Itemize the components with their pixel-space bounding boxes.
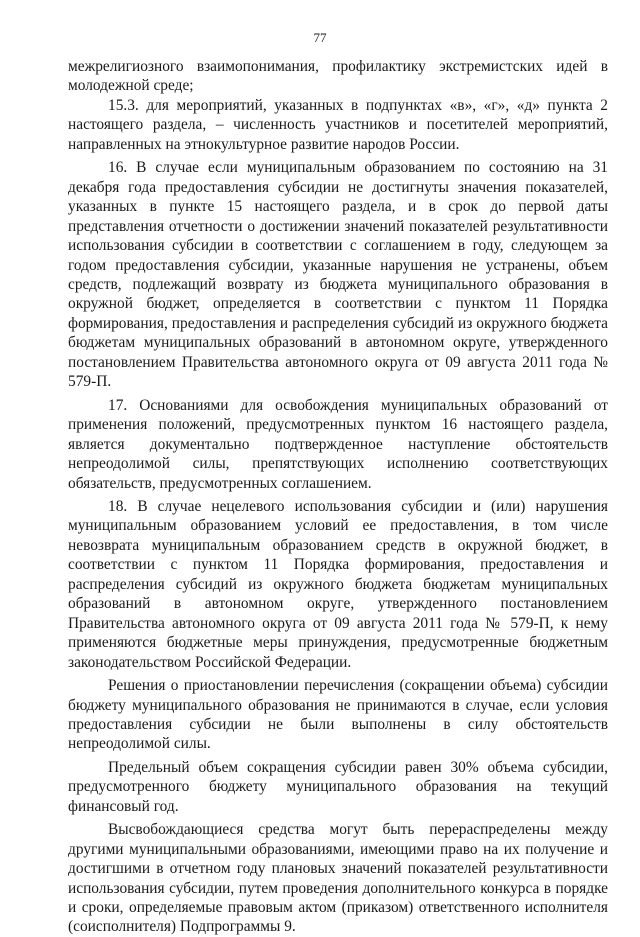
paragraph-18: 18. В случае нецелевого использования субсидии и (или) нарушения муниципальным образованием условий ее предоставления, в том числе невозврата муниципальным образованием средств в окружной бюджет, в соответствии с пунктом 11 Порядка формирования, предоставления и распределения субсидий из окружного бюджета бюджетам муниципальных образований в автономном округе, утвержденного постановлением Правительства автономного округа от 09 августа 2011 года № 579-П, к нему применяются бюджетные меры принуждения, предусмотренные бюджетным законодательством Российской Федерации. bbox=[68, 497, 608, 671]
paragraph-reduction-limit: Предельный объем сокращения субсидии равен 30% объема субсидии, предусмотренного бюджету муниципального образования на текущий финансовый год. bbox=[68, 758, 608, 815]
paragraph-15-3: 15.3. для мероприятий, указанных в подпунктах «в», «г», «д» пункта 2 настоящего раздела, – численность участников и посетителей мероприятий, направленных на этнокультурное развитие народов России. bbox=[68, 96, 608, 153]
document-body bbox=[68, 57, 608, 937]
page-number: 77 bbox=[313, 30, 327, 45]
paragraph-continuation: межрелигиозного взаимопонимания, профилактику экстремистских идей в молодежной среде; bbox=[68, 58, 608, 95]
paragraph-suspension-decisions: Решения о приостановлении перечисления (сокращении объема) субсидии бюджету муниципального образования не принимаются в случае, если условия предоставления субсидии не были выполнены в силу обстоятельств непреодолимой силы. bbox=[68, 677, 608, 753]
paragraph-redistribution: Высвобождающиеся средства могут быть перераспределены между другими муниципальными образованиями, имеющими право на их получение и достигшими в отчетном году плановых значений показателей результативности использования субсидии, путем проведения дополнительного конкурса в порядке и сроки, определяемые правовым актом (приказом) ответственного исполнителя (соисполнителя) Подпрограммы 9. bbox=[68, 821, 608, 936]
paragraph-16: 16. В случае если муниципальным образованием по состоянию на 31 декабря года предоставления субсидии не достигнуты значения показателей, указанных в пункте 15 настоящего раздела, и в срок до первой даты представления отчетности о достижении значений показателей результативности использования субсидии в соответствии с соглашением в году, следующем за годом предоставления субсидии, указанные нарушения не устранены, объем средств, подлежащий возврату из бюджета муниципального образования в окружной бюджет, определяется в соответствии с пунктом 11 Порядка формирования, предоставления и распределения субсидий из окружного бюджета бюджетам муниципальных образований в автономном округе, утвержденного постановлением Правительства автономного округа от 09 августа 2011 года № 579-П. bbox=[68, 159, 608, 391]
paragraph-17: 17. Основаниями для освобождения муниципальных образований от применения положений, предусмотренных пунктом 16 настоящего раздела, является документально подтвержденное наступление обстоятельств непреодолимой силы, препятствующих исполнению соответствующих обязательств, предусмотренных соглашением. bbox=[68, 396, 608, 492]
